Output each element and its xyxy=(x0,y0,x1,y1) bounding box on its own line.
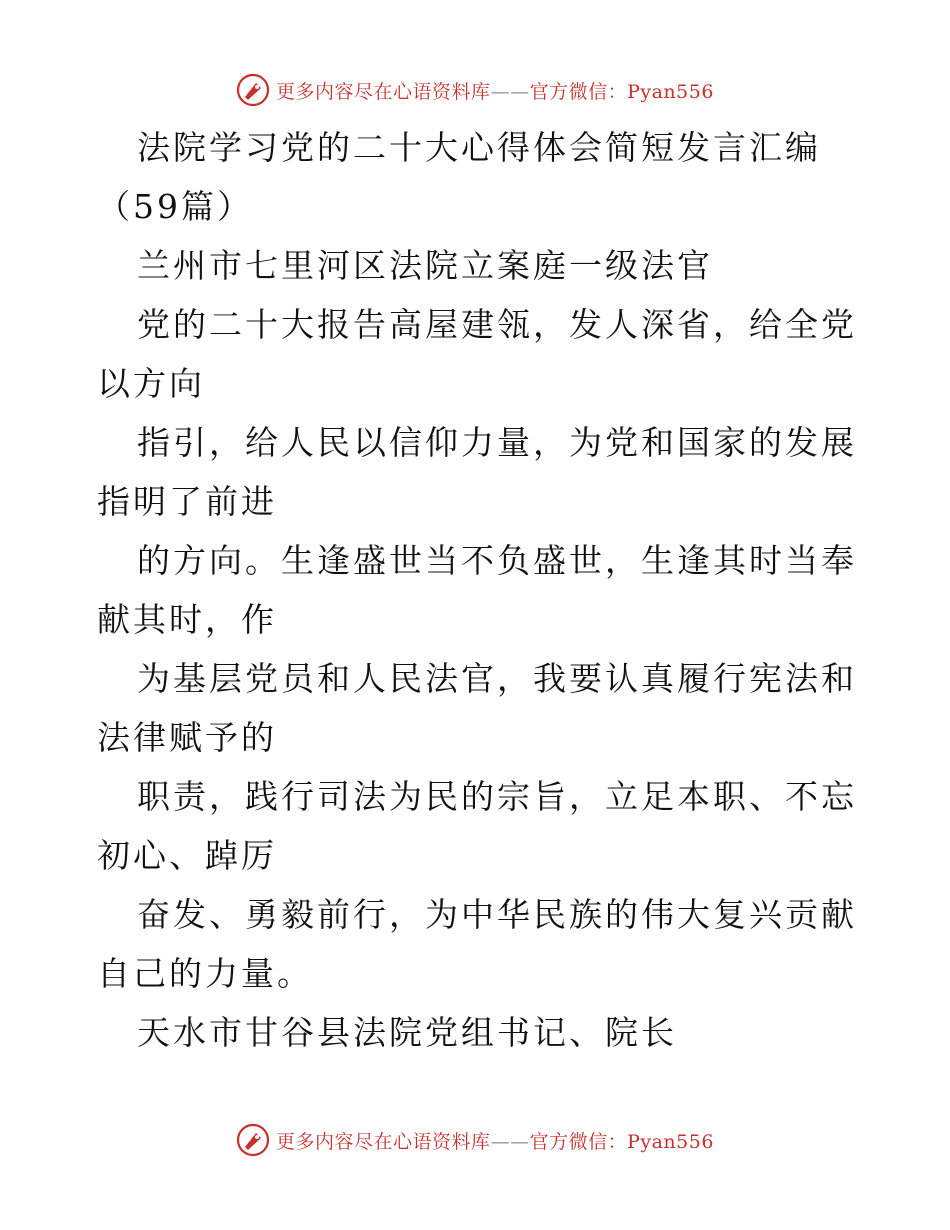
banner-wechat-label: 官方微信： xyxy=(529,80,628,103)
body-paragraph: 指引，给人民以信仰力量，为党和国家的发展指明了前进 xyxy=(97,423,857,521)
pen-nib-logo-icon xyxy=(236,73,270,107)
author-line: 天水市甘谷县法院党组书记、院长 xyxy=(137,1013,677,1052)
author-line: 兰州市七里河区法院立案庭一级法官 xyxy=(137,246,713,285)
body-paragraph: 的方向。生逢盛世当不负盛世，生逢其时当奉献其时，作 xyxy=(97,541,857,639)
banner-wechat-label: 官方微信： xyxy=(529,1130,628,1153)
body-paragraph: 党的二十大报告高屋建瓴，发人深省，给全党以方向 xyxy=(97,305,857,403)
header-banner xyxy=(0,70,950,110)
pen-nib-logo-icon xyxy=(236,1123,270,1157)
banner-wechat-id: Pyan556 xyxy=(627,1130,714,1153)
banner-brand: 更多内容尽在心语资料库 xyxy=(276,80,491,103)
banner-dash: —— xyxy=(490,1130,530,1153)
banner-dash: —— xyxy=(490,80,530,103)
footer-banner xyxy=(0,1120,950,1160)
banner-wechat-id: Pyan556 xyxy=(627,80,714,103)
document-body xyxy=(97,118,857,1062)
body-paragraph: 奋发、勇毅前行，为中华民族的伟大复兴贡献自己的力量。 xyxy=(97,895,857,993)
banner-brand: 更多内容尽在心语资料库 xyxy=(276,1130,491,1153)
document-title: 法院学习党的二十大心得体会简短发言汇编（59篇） xyxy=(97,128,821,226)
body-paragraph: 职责，践行司法为民的宗旨，立足本职、不忘初心、踔厉 xyxy=(97,777,857,875)
body-paragraph: 为基层党员和人民法官，我要认真履行宪法和法律赋予的 xyxy=(97,659,857,757)
